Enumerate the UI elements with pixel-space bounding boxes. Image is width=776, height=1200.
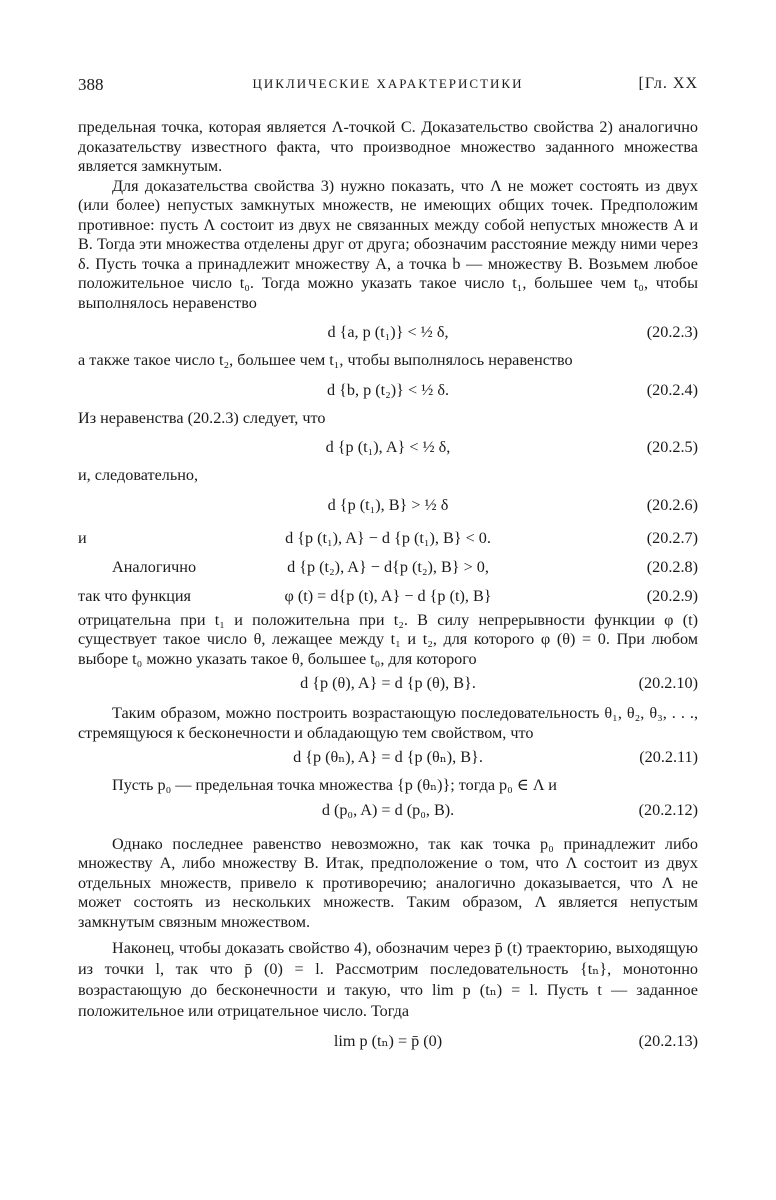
equation-number: (20.2.12): [638, 800, 698, 819]
equation-number: (20.2.6): [646, 495, 698, 514]
paragraph-4: Из неравенства (20.2.3) следует, что: [78, 408, 326, 427]
equation-number: (20.2.11): [639, 748, 698, 766]
equation-20-2-6: [78, 486, 698, 524]
equation-formula: d {p (t₁), B} > ½ δ: [327, 495, 449, 514]
equation-formula: φ (t) = d{p (t), A} − d {p (t), B}: [284, 586, 492, 605]
equation-formula: d {p (θₙ), A} = d {p (θₙ), B}.: [293, 748, 483, 766]
equation-20-2-3: [78, 313, 698, 351]
equation-formula: d {p (t₂), A} − d{p (t₂), B} > 0,: [287, 557, 489, 576]
equation-formula: d (p₀, A) = d (p₀, B).: [321, 800, 455, 819]
equation-number: (20.2.3): [646, 323, 698, 341]
page-number: 388: [78, 75, 104, 94]
paragraph-10: Наконец, чтобы доказать свойство 4), обозначим через p̄ (t) траекторию, выходящую из точки l, так что p̄ (0) = l. Рассмотрим последовательность {tₙ}, монотонно возрастающую до бесконечности и такую, что lim p (tₙ) = l. Пусть t — заданное положительное или отрицательное число. Тогда: [78, 939, 698, 1020]
equation-20-2-12: [78, 796, 698, 825]
equation-number: (20.2.8): [646, 557, 698, 576]
label-so-function: так что функция: [78, 586, 191, 605]
paragraph-5: и, следовательно,: [78, 466, 199, 484]
equation-number: (20.2.5): [646, 438, 698, 456]
equation-formula: d {a, p (t₁)} < ½ δ,: [327, 323, 449, 341]
label-analogously: Аналогично: [112, 557, 197, 576]
equation-20-2-7: [78, 524, 698, 553]
equation-formula: d {p (t₁), A} − d {p (t₁), B} < 0.: [285, 528, 491, 547]
label-and: и: [78, 528, 87, 547]
paragraph-7: Таким образом, можно построить возрастающую последовательность θ₁, θ₂, θ₃, . . ., стремящуюся к бесконечности и обладающую тем свойством, что: [78, 704, 698, 742]
chapter-label: [Гл. XX: [638, 75, 698, 92]
equation-formula: lim p (tₙ) = p̄ (0): [333, 1032, 443, 1050]
page-body: [78, 118, 698, 1060]
equation-formula: d {p (t₁), A} < ½ δ,: [325, 438, 451, 456]
equation-20-2-4: [78, 371, 698, 409]
paragraph-9: Однако последнее равенство невозможно, так как точка p₀ принадлежит либо множеству A, либо множеству B. Итак, предположение о том, что Λ состоит из двух отдельных множеств, привело к противоречию; аналогично доказывается, что Λ не может состоять из нескольких множеств. Таким образом, Λ является непустым замкнутым связным множеством.: [78, 834, 698, 931]
paragraph-2: Для доказательства свойства 3) нужно показать, что Λ не может состоять из двух (или более) непустых замкнутых множеств, не имеющих общих точек. Предположим противное: пусть Λ состоит из двух не связанных между собой непустых множеств A и B. Тогда эти множества отделены друг от друга; обозначим расстояние между ними через δ. Пусть точка a принадлежит множеству A, а точка b — множеству B. Возьмем любое положительное число t₀. Тогда можно указать такое число t₁, большее чем t₀, чтобы выполнялось неравенство: [78, 176, 698, 312]
equation-20-2-5: [78, 428, 698, 466]
paragraph-6: отрицательна при t₁ и положительна при t₂. В силу непрерывности функции φ (t) существует такое число θ, лежащее между t₁ и t₂, для которого φ (θ) = 0. При любом выборе t₀ можно указать такое θ, большее t₀, для которого: [78, 610, 698, 668]
equation-20-2-13: [78, 1022, 698, 1060]
equation-number: (20.2.9): [646, 586, 698, 605]
paragraph-3: а также такое число t₂, большее чем t₁, чтобы выполнялось неравенство: [78, 351, 573, 369]
running-title: ЦИКЛИЧЕСКИЕ ХАРАКТЕРИСТИКИ: [252, 76, 524, 91]
equation-number: (20.2.13): [638, 1032, 698, 1050]
equation-20-2-10: [78, 669, 698, 698]
equation-20-2-9: [78, 582, 698, 611]
equation-formula: d {p (θ), A} = d {p (θ), B}.: [300, 674, 476, 692]
equation-20-2-8: [78, 553, 698, 582]
equation-formula: d {b, p (t₂)} < ½ δ.: [326, 380, 449, 399]
equation-number: (20.2.10): [638, 674, 698, 692]
equation-number: (20.2.7): [646, 528, 698, 547]
page-header: [78, 75, 698, 97]
equation-number: (20.2.4): [646, 380, 698, 399]
paragraph-8: Пусть p₀ — предельная точка множества {p (θₙ)}; тогда p₀ ∈ Λ и: [112, 776, 557, 794]
equation-20-2-11: [78, 743, 698, 772]
paragraph-1: предельная точка, которая является Λ-точкой C. Доказательство свойства 2) аналогично доказательству известного факта, что производное множество заданного множества является замкнутым.: [78, 118, 698, 175]
